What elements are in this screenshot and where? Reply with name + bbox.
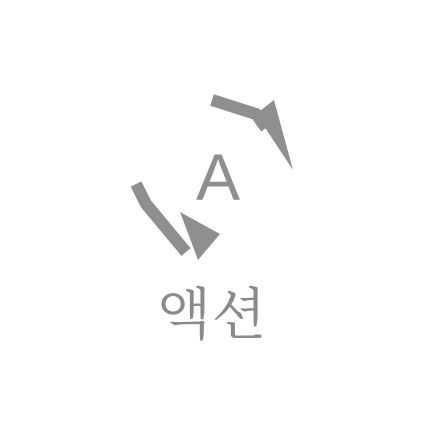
arrow-head-lower-icon: [180, 212, 220, 260]
auto-action-icon: [112, 76, 312, 276]
icon-letter: A: [195, 140, 241, 214]
action-label: 액션: [156, 283, 268, 348]
arrow-arc-lower-icon: [136, 184, 186, 252]
arrow-head-upper-icon: [256, 100, 293, 170]
